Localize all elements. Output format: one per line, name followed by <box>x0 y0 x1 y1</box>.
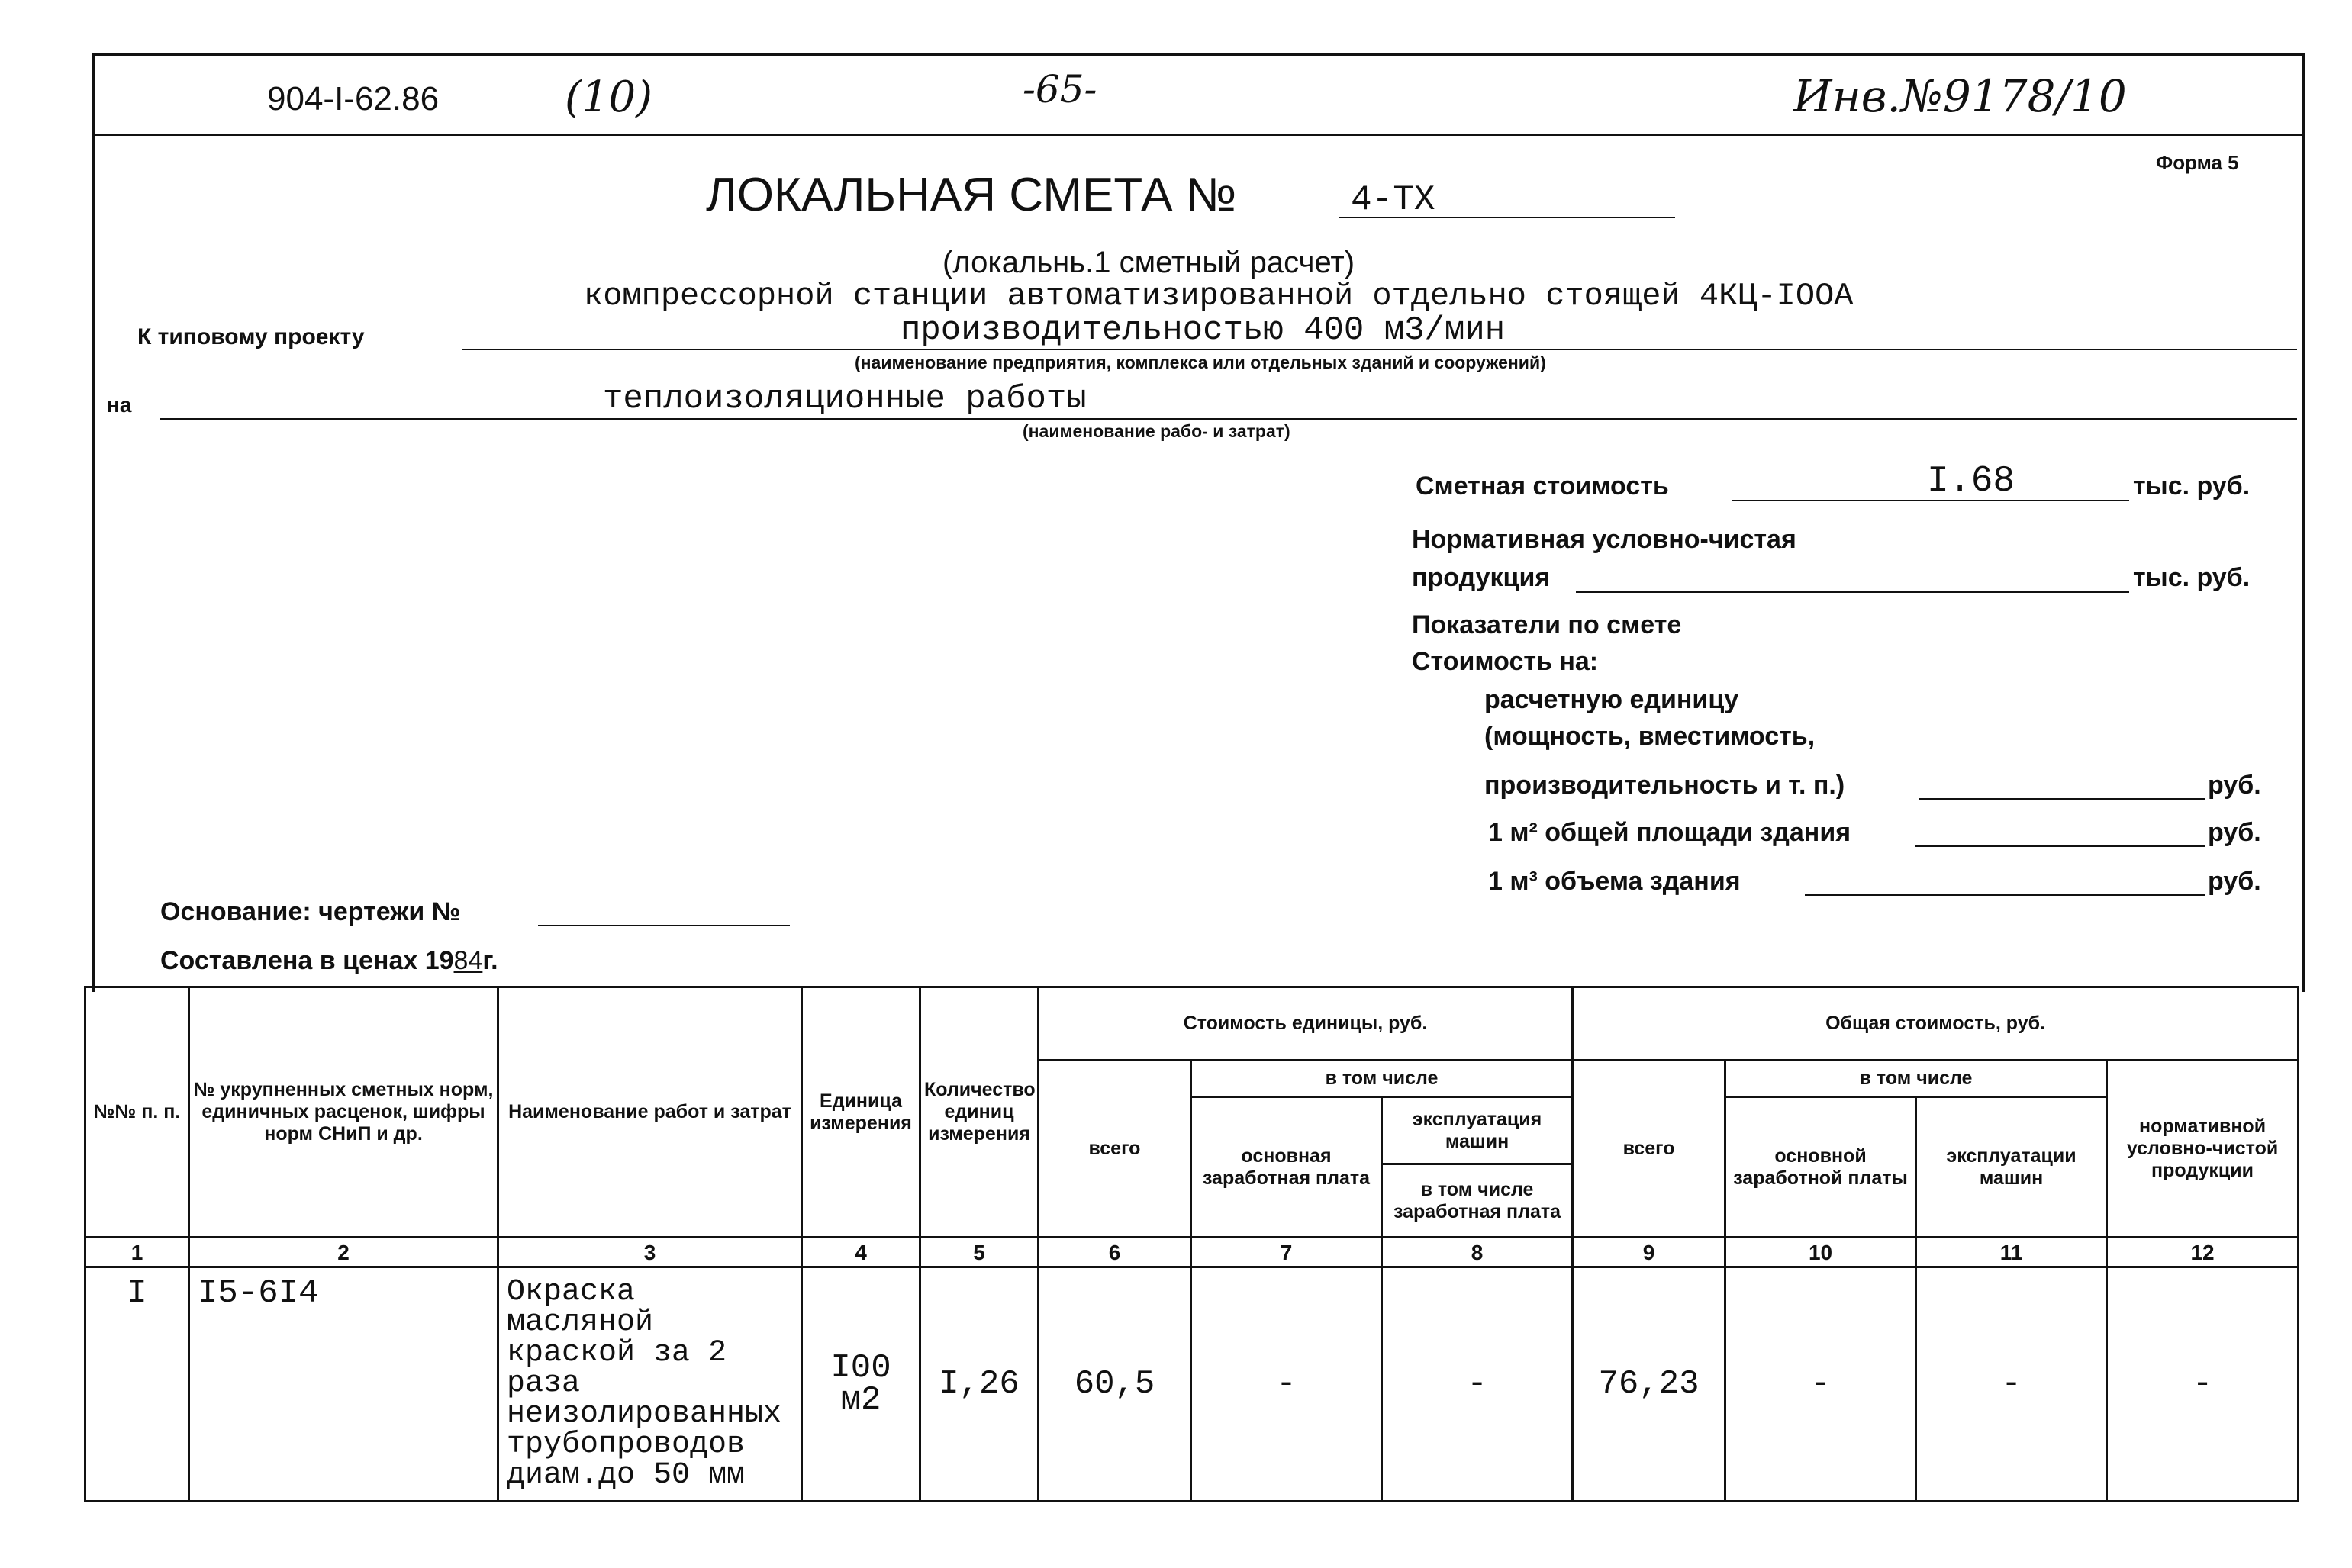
header-col-num: №№ п. п. <box>85 987 189 1238</box>
header-total-normative: нормативной условно-чистой продукции <box>2107 1061 2299 1238</box>
estimate-subtitle: (локальнь.1 сметный расчет) <box>942 246 1355 279</box>
object-line-1: компрессорной станции автоматизированной отдельно стоящей 4КЦ-IООА <box>584 278 1854 314</box>
row-qty: I,26 <box>920 1267 1039 1502</box>
normative-underline <box>1576 591 2129 593</box>
header-total-total: всего <box>1573 1061 1725 1238</box>
inventory-number: Инв.№9178/10 <box>1793 70 2127 122</box>
area-label: 1 м² общей площади здания <box>1488 818 1851 847</box>
sheet-marker: (10) <box>565 72 652 122</box>
volume-underline <box>1805 894 2205 896</box>
header-unit-total: всего <box>1039 1061 1191 1238</box>
estimate-number: 4-ТХ <box>1351 180 1435 220</box>
header-unit-machines-salary: в том числе заработная плата <box>1382 1164 1573 1238</box>
row-unit: I00 м2 <box>802 1267 920 1502</box>
header-unit-cost-group: Стоимость единицы, руб. <box>1039 987 1573 1061</box>
col-number: 11 <box>1916 1238 2107 1267</box>
header-unit-incl: в том числе <box>1191 1061 1573 1097</box>
volume-rub: руб. <box>2208 867 2261 896</box>
unit-rub: руб. <box>2208 771 2261 800</box>
estimate-table <box>84 986 2299 1502</box>
form-label: Форма 5 <box>2156 151 2239 174</box>
works-caption: (наименование рабо- и затрат) <box>1023 421 1290 441</box>
row-total-machines: - <box>1916 1267 2107 1502</box>
header-total-cost-group: Общая стоимость, руб. <box>1573 987 2299 1061</box>
cost-label: Сметная стоимость <box>1416 472 1669 501</box>
project-prefix: К типовому проекту <box>137 324 365 349</box>
normative-label-1: Нормативная условно-чистая <box>1412 525 1796 554</box>
estimate-title: ЛОКАЛЬНАЯ СМЕТА № <box>706 169 1237 221</box>
prices-prefix: Составлена в ценах 19 <box>160 946 454 975</box>
col-number: 7 <box>1191 1238 1382 1267</box>
frame-top <box>92 53 2305 56</box>
col-number: 5 <box>920 1238 1039 1267</box>
row-unit-salary: - <box>1191 1267 1382 1502</box>
cost-unit: тыс. руб. <box>2133 472 2251 501</box>
col-number: 9 <box>1573 1238 1725 1267</box>
project-underline <box>462 349 2297 350</box>
header-col-code: № укрупненных сметных норм, единичных расценок, шифры норм СНиП и др. <box>189 987 498 1238</box>
estimate-number-underline <box>1339 217 1675 218</box>
drawings-underline <box>538 925 790 926</box>
unit-underline <box>1919 798 2205 800</box>
header-unit-machines: эксплуатация машин <box>1382 1097 1573 1164</box>
prices-year: 84 <box>453 946 483 975</box>
indicators-label: Показатели по смете <box>1412 610 1682 639</box>
object-caption: (наименование предприятия, комплекса или отдельных зданий и сооружений) <box>855 353 1546 372</box>
row-unit-machines: - <box>1382 1267 1573 1502</box>
header-col-name: Наименование работ и затрат <box>498 987 802 1238</box>
col-number: 10 <box>1725 1238 1916 1267</box>
unit-line-3: производительность и т. п.) <box>1484 771 1845 800</box>
drawings-label: Основание: чертежи № <box>160 897 461 926</box>
col-number: 3 <box>498 1238 802 1267</box>
table-row <box>85 1267 2299 1502</box>
col-number: 1 <box>85 1238 189 1267</box>
col-number: 8 <box>1382 1238 1573 1267</box>
header-unit-salary: основная заработная плата <box>1191 1097 1382 1238</box>
header-divider <box>92 134 2305 136</box>
header-col-unit: Единица измерения <box>802 987 920 1238</box>
col-number: 2 <box>189 1238 498 1267</box>
object-line-2: производительностью 400 м3/мин <box>901 311 1506 349</box>
col-number: 6 <box>1039 1238 1191 1267</box>
area-rub: руб. <box>2208 818 2261 847</box>
frame-right <box>2302 53 2305 992</box>
col-number: 12 <box>2107 1238 2299 1267</box>
unit-line-2: (мощность, вместимость, <box>1484 722 1816 751</box>
area-underline <box>1915 845 2205 847</box>
page-number: -65- <box>1023 67 1097 111</box>
row-total-normative: - <box>2107 1267 2299 1502</box>
normative-unit: тыс. руб. <box>2133 563 2251 592</box>
unit-line-1: расчетную единицу <box>1484 685 1739 714</box>
header-total-incl: в том числе <box>1725 1061 2107 1097</box>
row-code: I5-6I4 <box>189 1267 498 1502</box>
frame-left <box>92 53 95 992</box>
prices-line <box>160 946 498 976</box>
row-total-salary: - <box>1725 1267 1916 1502</box>
row-unit-total: 60,5 <box>1039 1267 1191 1502</box>
prices-suffix: г. <box>482 946 498 975</box>
row-num: I <box>85 1267 189 1502</box>
on-prefix: на <box>107 393 132 417</box>
cost-value: I.68 <box>1927 461 2015 502</box>
cost-per-label: Стоимость на: <box>1412 647 1599 676</box>
volume-label: 1 м³ объема здания <box>1488 867 1741 896</box>
works-name: теплоизоляционные работы <box>603 380 1087 418</box>
col-number: 4 <box>802 1238 920 1267</box>
header-total-salary: основной заработной платы <box>1725 1097 1916 1238</box>
normative-label-2: продукция <box>1412 563 1551 592</box>
header-col-qty: Количество единиц измерения <box>920 987 1039 1238</box>
row-name: Окраска масляной краской за 2 раза неизолированных трубопроводов диам.до 50 мм <box>498 1267 802 1502</box>
header-total-machines: эксплуатации машин <box>1916 1097 2107 1238</box>
project-code: 904-I-62.86 <box>267 80 440 118</box>
works-underline <box>160 418 2297 420</box>
row-total: 76,23 <box>1573 1267 1725 1502</box>
